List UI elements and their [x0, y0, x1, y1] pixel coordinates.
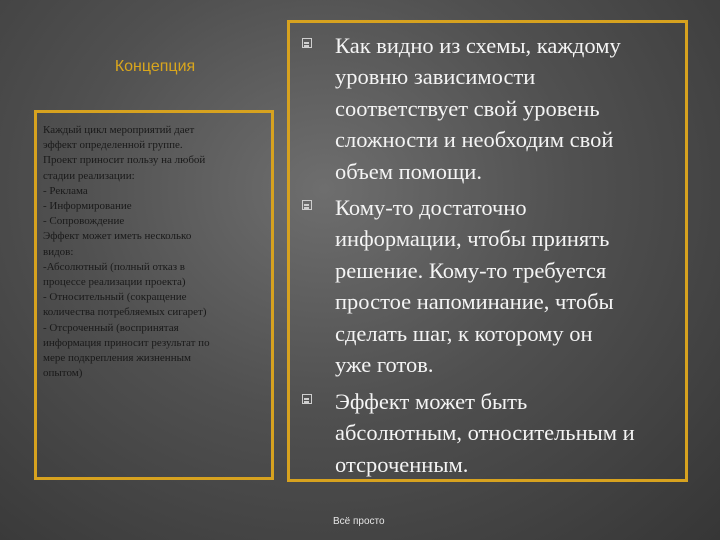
bullet-item — [302, 192, 688, 380]
concept-line: -Абсолютный (полный отказ в — [43, 260, 185, 273]
concept-line: мере подкрепления жизненным — [43, 352, 191, 365]
bullet-line: уровню зависимости — [335, 64, 536, 90]
bullet-line: простое напоминание, чтобы — [335, 289, 614, 315]
concept-line: эффект определенной группе. — [43, 139, 183, 152]
concept-line: видов: — [43, 245, 74, 258]
concept-line: информация приносит результат по — [43, 336, 210, 349]
list-bullet-icon — [302, 394, 312, 404]
concept-line: Каждый цикл мероприятий дает — [43, 124, 195, 136]
bullet-line: сложности и необходим свой — [335, 127, 614, 153]
concept-line: процессе реализации проекта) — [43, 276, 186, 289]
bullet-line: Как видно из схемы, каждому — [335, 33, 621, 58]
concept-line: стадии реализации: — [43, 169, 135, 182]
footer-caption: Всё просто — [333, 516, 385, 527]
bullet-line: объем помощи. — [335, 158, 482, 184]
concept-line: количества потребляемых сигарет) — [43, 306, 207, 319]
concept-line: Эффект может иметь несколько — [43, 230, 192, 243]
bullet-line: отсроченным. — [335, 451, 469, 477]
concept-panel — [34, 110, 274, 480]
bullet-line: решение. Кому-то требуется — [335, 257, 607, 283]
list-bullet-icon — [302, 200, 312, 210]
bullet-line: Эффект может быть — [335, 389, 528, 414]
bullet-line: соответствует свой уровень — [335, 95, 600, 121]
bullet-line: информации, чтобы принять — [335, 226, 610, 252]
bullet-item — [302, 30, 688, 187]
concept-line: - Информирование — [43, 200, 132, 213]
concept-line: - Сопровождение — [43, 215, 125, 228]
content-panel — [287, 20, 688, 482]
bullet-line: абсолютным, относительным и — [335, 420, 635, 446]
bullet-line: Кому-то достаточно — [335, 195, 527, 220]
concept-line: Проект приносит пользу на любой — [43, 154, 206, 167]
concept-line: - Отсроченный (воспринятая — [43, 321, 179, 334]
bullet-line: сделать шаг, к которому он — [335, 320, 593, 346]
list-bullet-icon — [302, 38, 312, 48]
bullet-line: уже готов. — [335, 352, 434, 378]
concept-title: Концепция — [114, 58, 196, 75]
bullet-item — [302, 386, 688, 480]
concept-line: - Реклама — [43, 184, 88, 197]
concept-line: - Относительный (сокращение — [43, 291, 187, 304]
concept-line: опытом) — [43, 367, 83, 380]
